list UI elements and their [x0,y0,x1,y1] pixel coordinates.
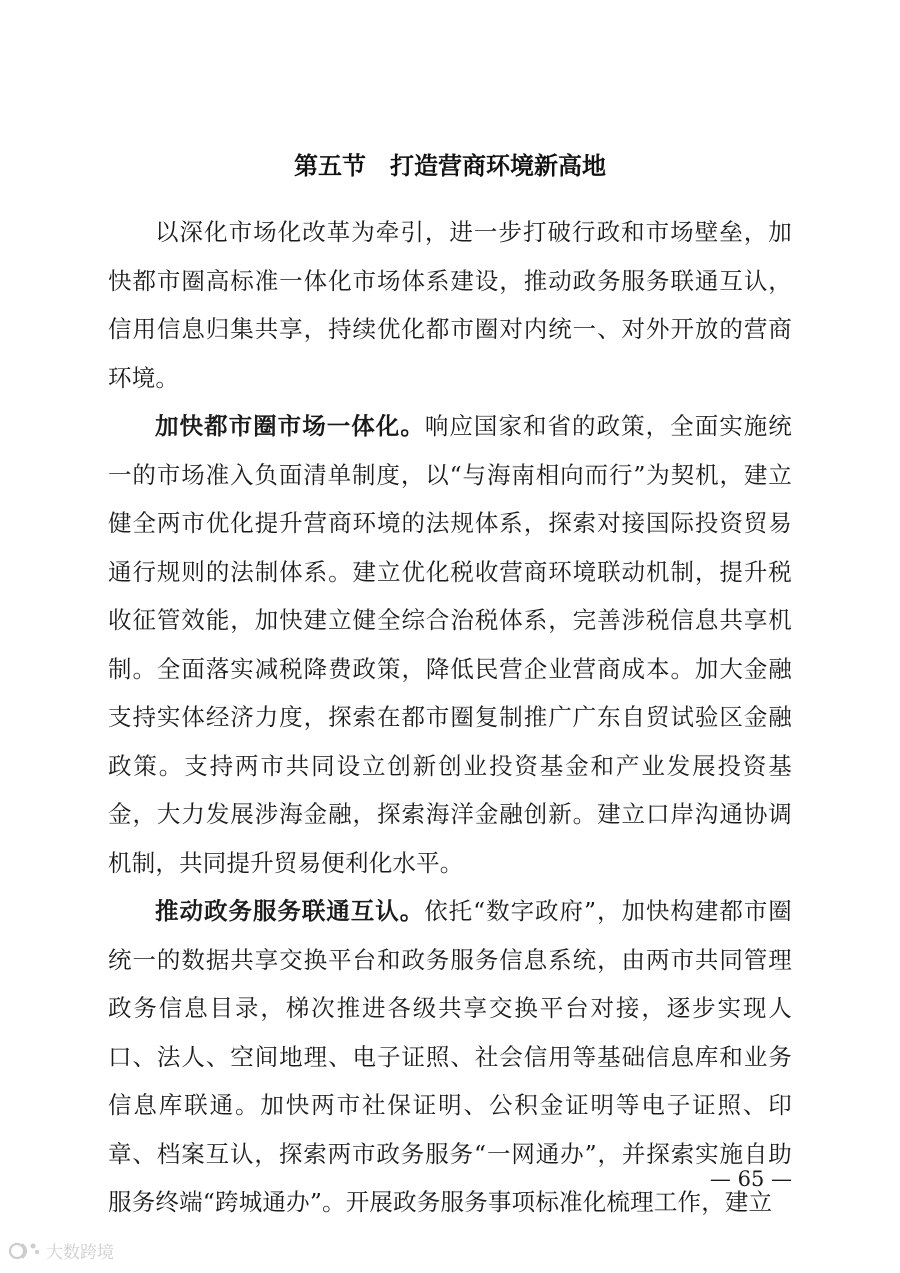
paragraph-lead: 推动政务服务联通互认。 [155,897,425,925]
paragraph-text: 以深化市场化改革为牵引，进一步打破行政和市场壁垒，加快都市圈高标准一体化市场体系建设，推动政务服务联通互认，信用信息归集共享，持续优化都市圈对内统一、对外开放的营商环境。 [108,218,792,392]
watermark-logo-icon [8,1240,42,1262]
paragraph-text: 响应国家和省的政策，全面实施统一的市场准入负面清单制度，以“与海南相向而行”为契机，建立健全两市优化提升营商环境的法规体系，探索对接国际投资贸易通行规则的法制体系。建立优化税收营商环境联动机制，提升税收征管效能，加快建立健全综合治税体系，完善涉税信息共享机制。全面落实减税降费政策，降低民营企业营商成本。加大金融支持实体经济力度，探索在都市圈复制推广广东自贸试验区金融政策。支持两市共同设立创新创业投资基金和产业发展投资基金，大力发展涉海金融，探索海洋金融创新。建立口岸沟通协调机制，共同提升贸易便利化水平。 [108,412,793,877]
page-number: — 65 — [709,1167,792,1191]
section-title: 第五节 打造营商环境新高地 [294,152,606,180]
watermark [8,1238,114,1263]
watermark-text: 大数跨境 [46,1243,114,1263]
paragraph-text: 依托“数字政府”，加快构建都市圈统一的数据共享交换平台和政务服务信息系统，由两市共同管理政务信息目录，梯次推进各级共享交换平台对接，逐步实现人口、法人、空间地理、电子证照、社会信用等基础信息库和业务信息库联通。加快两市社保证明、公积金证明等电子证照、印章、档案互认，探索两市政务服务“一网通办”，并探索实施自助服务终端“跨城通办”。开展政务服务事项标准化梳理工作，建立 [108,897,792,1216]
paragraph-lead: 加快都市圈市场一体化。 [155,412,425,440]
paragraph-government-services [108,887,792,1227]
paragraph-intro [108,208,792,402]
document-page [108,0,792,1273]
body-text [108,208,792,1227]
paragraph-market-integration [108,402,792,887]
